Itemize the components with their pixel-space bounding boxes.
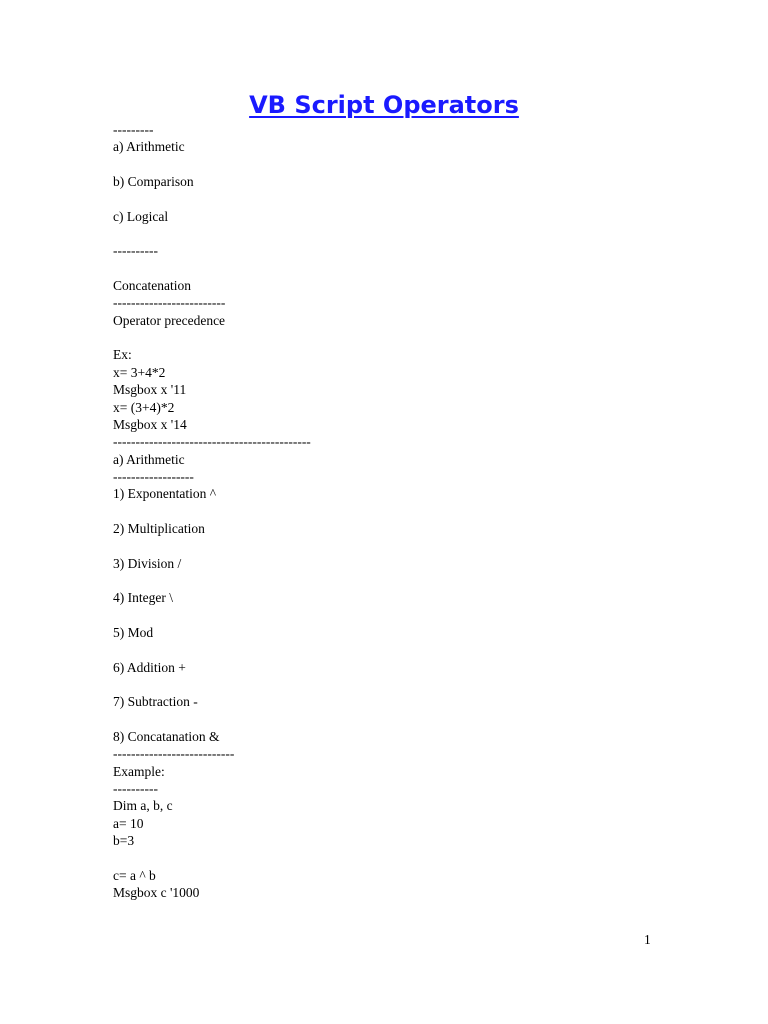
text-line: 2) Multiplication xyxy=(113,520,205,536)
blank-line xyxy=(113,225,713,242)
text-line: 7) Subtraction - xyxy=(113,694,198,710)
text-line: 3) Division / xyxy=(113,555,182,571)
text-line: b) Comparison xyxy=(113,174,194,190)
text-line: Example: xyxy=(113,763,165,779)
text-line: ---------- xyxy=(113,781,158,797)
blank-line xyxy=(113,711,713,728)
text-line: -------------------------------------------- xyxy=(113,434,311,450)
blank-line xyxy=(113,849,713,866)
blank-line xyxy=(113,503,713,520)
text-line: b=3 xyxy=(113,833,135,849)
blank-line xyxy=(113,156,713,173)
text-line: --------- xyxy=(113,122,154,137)
text-line: x= 3+4*2 xyxy=(113,364,166,380)
blank-line xyxy=(113,607,713,624)
blank-line xyxy=(113,641,713,658)
text-line: Msgbox x '11 xyxy=(113,382,187,398)
document-title: VB Script Operators xyxy=(249,91,519,119)
blank-line xyxy=(113,260,713,277)
text-line: ------------------ xyxy=(113,468,194,484)
text-line: c= a ^ b xyxy=(113,867,156,883)
text-line: a) Arithmetic xyxy=(113,139,185,155)
blank-line xyxy=(113,190,713,207)
document-body xyxy=(113,121,713,901)
text-line: Dim a, b, c xyxy=(113,798,173,814)
text-line: a) Arithmetic xyxy=(113,451,185,467)
blank-line xyxy=(113,676,713,693)
text-line: 8) Concatanation & xyxy=(113,729,220,745)
page-number: 1 xyxy=(644,932,651,947)
text-line: x= (3+4)*2 xyxy=(113,399,175,415)
text-line: ---------- xyxy=(113,243,158,259)
text-line: --------------------------- xyxy=(113,746,235,762)
text-line: Operator precedence xyxy=(113,312,226,328)
text-line: a= 10 xyxy=(113,815,144,831)
text-line: Msgbox x '14 xyxy=(113,416,187,432)
text-line: 4) Integer \ xyxy=(113,590,173,606)
blank-line xyxy=(113,329,713,346)
blank-line xyxy=(113,537,713,554)
blank-line xyxy=(113,572,713,589)
text-line: Msgbox c '1000 xyxy=(113,885,200,901)
text-line: Ex: xyxy=(113,347,132,363)
text-line: Concatenation xyxy=(113,278,191,294)
text-line: ------------------------- xyxy=(113,295,226,311)
text-line: 5) Mod xyxy=(113,624,154,640)
text-line: 6) Addition + xyxy=(113,659,186,675)
text-line: c) Logical xyxy=(113,208,169,224)
text-line: 1) Exponentation ^ xyxy=(113,486,217,502)
